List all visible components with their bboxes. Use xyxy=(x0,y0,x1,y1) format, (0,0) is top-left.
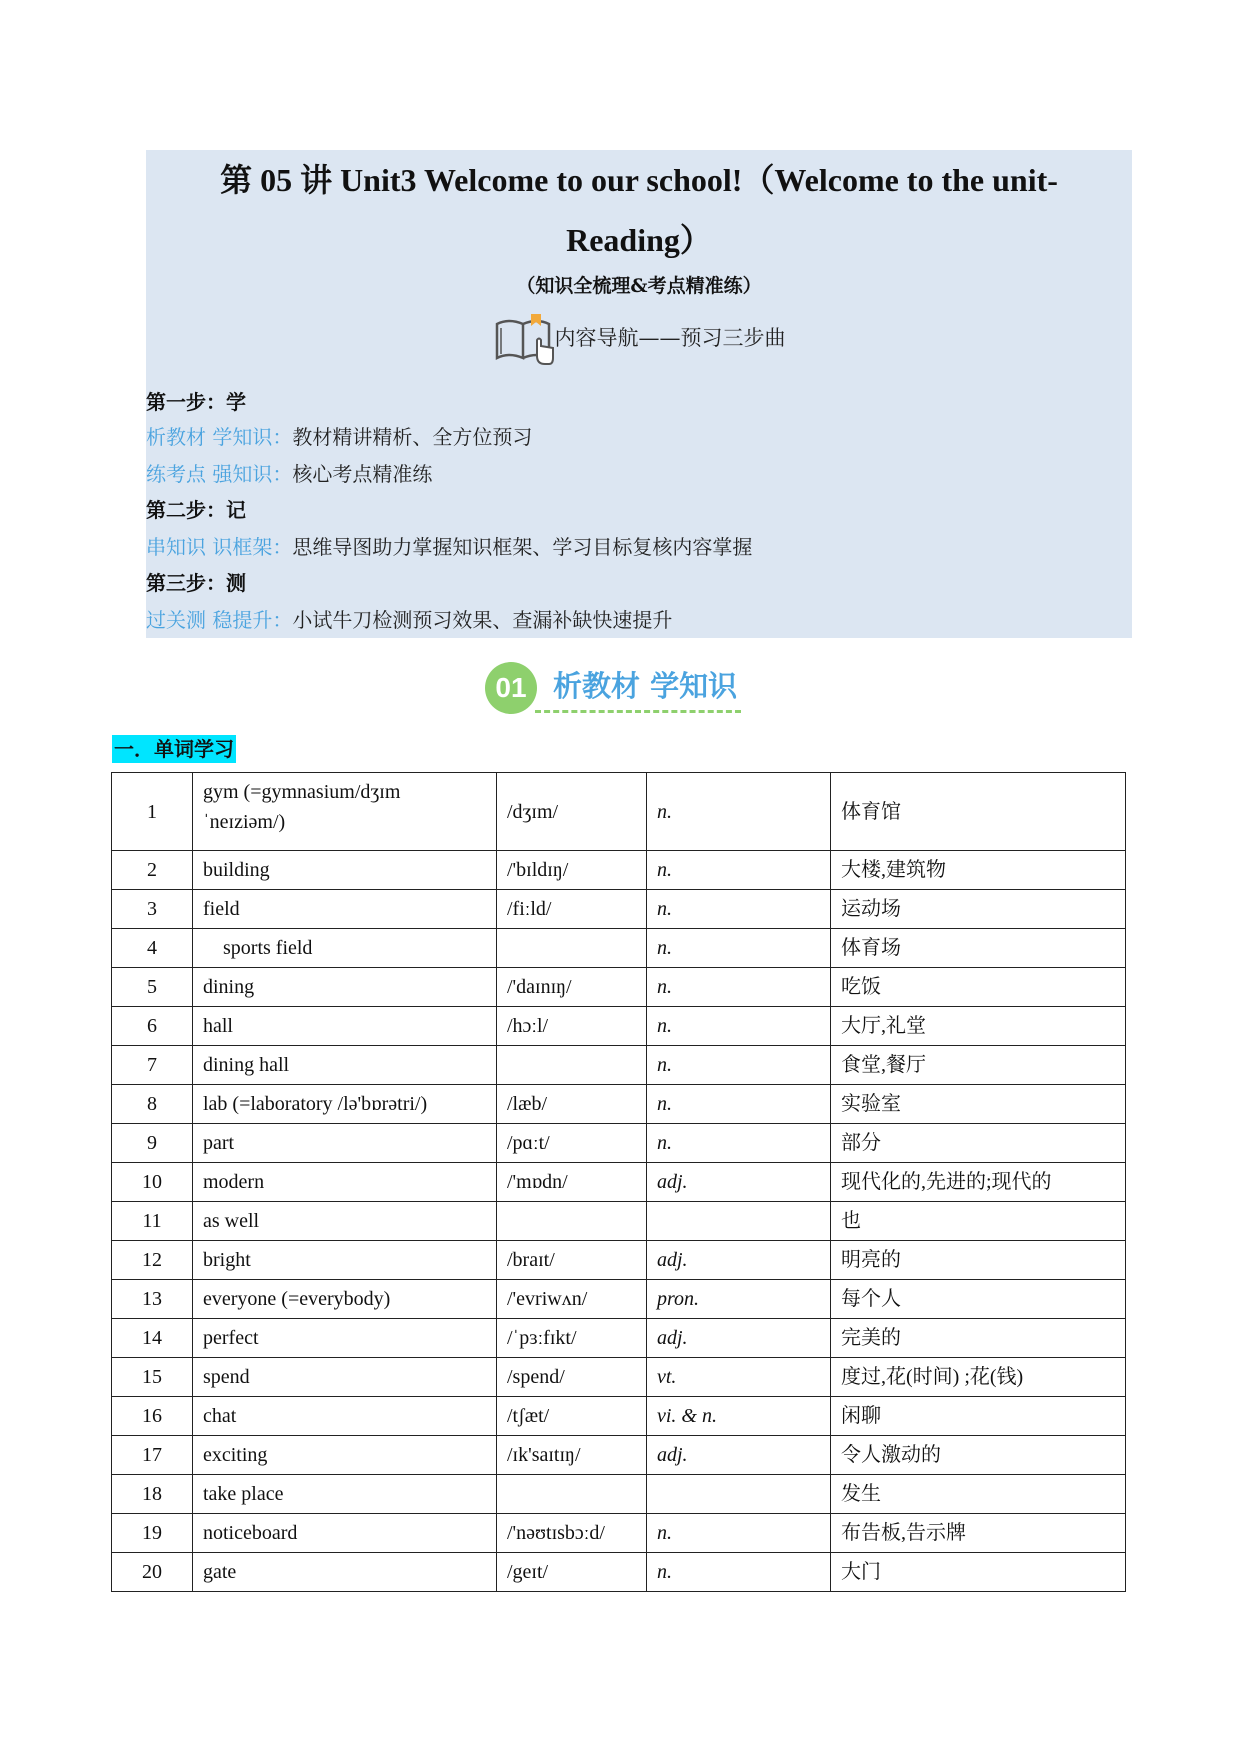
row-number: 18 xyxy=(112,1475,193,1514)
word-text: spend xyxy=(203,1366,250,1388)
word-text: sports field xyxy=(223,937,313,959)
meaning-cell: 发生 xyxy=(831,1475,1126,1514)
part-of-speech-cell: adj. xyxy=(647,1163,831,1202)
meaning-cell: 实验室 xyxy=(831,1085,1126,1124)
meaning-cell: 闲聊 xyxy=(831,1397,1126,1436)
phonetic-cell: /'daɪnɪŋ/ xyxy=(497,968,647,1007)
meaning-cell: 每个人 xyxy=(831,1280,1126,1319)
row-number: 20 xyxy=(112,1553,193,1592)
step-heading: 第二步：记 xyxy=(146,498,246,522)
table-row xyxy=(112,1514,1126,1553)
part-of-speech-cell: adj. xyxy=(647,1241,831,1280)
phonetic-cell: /hɔːl/ xyxy=(497,1007,647,1046)
word-text: modern xyxy=(203,1171,265,1193)
word-text: perfect xyxy=(203,1327,259,1349)
part-of-speech-cell: n. xyxy=(647,1046,831,1085)
word-cell xyxy=(193,1397,497,1436)
open-book-icon xyxy=(493,310,555,366)
subtitle: （知识全梳理&考点精准练） xyxy=(516,275,762,297)
table-row xyxy=(112,1397,1126,1436)
phonetic-cell: /geɪt/ xyxy=(497,1553,647,1592)
word-text: exciting xyxy=(203,1444,268,1466)
table-row xyxy=(112,1553,1126,1592)
table-row xyxy=(112,1241,1126,1280)
row-number: 3 xyxy=(112,890,193,929)
row-number: 12 xyxy=(112,1241,193,1280)
phonetic-cell: /spend/ xyxy=(497,1358,647,1397)
word-text: as well xyxy=(203,1210,260,1232)
part-of-speech-cell xyxy=(647,1475,831,1514)
part-of-speech-cell xyxy=(647,1202,831,1241)
step-item-key: 练考点 强知识： xyxy=(146,462,293,486)
meaning-cell: 食堂,餐厅 xyxy=(831,1046,1126,1085)
phonetic-cell: /ɪk'saɪtɪŋ/ xyxy=(497,1436,647,1475)
word-cell xyxy=(193,1007,497,1046)
word-text: gate xyxy=(203,1561,237,1583)
table-row xyxy=(112,1085,1126,1124)
word-cell xyxy=(193,1553,497,1592)
row-number: 10 xyxy=(112,1163,193,1202)
part-of-speech-cell: n. xyxy=(647,773,831,851)
word-cell xyxy=(193,1241,497,1280)
word-cell xyxy=(193,1319,497,1358)
content-nav xyxy=(146,310,1132,366)
table-row xyxy=(112,1436,1126,1475)
part-of-speech-cell: pron. xyxy=(647,1280,831,1319)
row-number: 5 xyxy=(112,968,193,1007)
section-banner xyxy=(485,658,765,718)
word-line-2: ˈneɪziəm/) xyxy=(203,811,286,833)
part-of-speech-cell: n. xyxy=(647,1124,831,1163)
word-cell xyxy=(193,890,497,929)
meaning-cell: 部分 xyxy=(831,1124,1126,1163)
row-number: 8 xyxy=(112,1085,193,1124)
meaning-cell: 度过,花(时间) ;花(钱) xyxy=(831,1358,1126,1397)
word-text: chat xyxy=(203,1405,237,1427)
word-text: everyone (=everybody) xyxy=(203,1288,391,1310)
step-item-key: 过关测 稳提升： xyxy=(146,608,293,632)
table-row xyxy=(112,1163,1126,1202)
row-number: 15 xyxy=(112,1358,193,1397)
part-of-speech-cell: n. xyxy=(647,890,831,929)
word-cell xyxy=(193,968,497,1007)
phonetic-cell: /braɪt/ xyxy=(497,1241,647,1280)
word-text: building xyxy=(203,859,270,881)
phonetic-cell: /'bɪldɪŋ/ xyxy=(497,851,647,890)
word-text: lab (=laboratory /lə'bɒrətri/) xyxy=(203,1093,428,1115)
meaning-cell: 吃饭 xyxy=(831,968,1126,1007)
meaning-cell: 完美的 xyxy=(831,1319,1126,1358)
word-cell xyxy=(193,851,497,890)
table-row xyxy=(112,851,1126,890)
table-row xyxy=(112,968,1126,1007)
phonetic-cell: /ˈpɜːfɪkt/ xyxy=(497,1319,647,1358)
row-number: 13 xyxy=(112,1280,193,1319)
word-cell xyxy=(193,1202,497,1241)
section-heading: 一．单词学习 xyxy=(114,737,234,761)
step-heading: 第三步：测 xyxy=(146,571,246,595)
meaning-cell: 大门 xyxy=(831,1553,1126,1592)
step-item-desc: 教材精讲精析、全方位预习 xyxy=(292,425,533,449)
meaning-cell: 大楼,建筑物 xyxy=(831,851,1126,890)
word-cell xyxy=(193,1124,497,1163)
phonetic-cell: /'nəʊtɪsbɔːd/ xyxy=(497,1514,647,1553)
word-line-1: gym (=gymnasium/dʒɪm xyxy=(203,781,401,803)
meaning-cell: 体育馆 xyxy=(831,773,1126,851)
word-text: noticeboard xyxy=(203,1522,298,1544)
step-item xyxy=(146,603,672,637)
meaning-cell: 大厅,礼堂 xyxy=(831,1007,1126,1046)
table-row xyxy=(112,1046,1126,1085)
part-of-speech-cell: adj. xyxy=(647,1319,831,1358)
step-item-key: 析教材 学知识： xyxy=(146,425,293,449)
row-number: 16 xyxy=(112,1397,193,1436)
word-cell xyxy=(193,929,497,968)
step-item-desc: 思维导图助力掌握知识框架、学习目标复核内容掌握 xyxy=(292,535,753,559)
meaning-cell: 体育场 xyxy=(831,929,1126,968)
word-cell xyxy=(193,1046,497,1085)
table-row xyxy=(112,1202,1126,1241)
phonetic-cell: /pɑːt/ xyxy=(497,1124,647,1163)
row-number: 14 xyxy=(112,1319,193,1358)
table-row xyxy=(112,890,1126,929)
word-text: field xyxy=(203,898,240,920)
nav-text: 内容导航——预习三步曲 xyxy=(554,326,786,350)
part-of-speech-cell: n. xyxy=(647,929,831,968)
meaning-cell: 运动场 xyxy=(831,890,1126,929)
title-line-2: Reading） xyxy=(566,222,712,258)
table-row xyxy=(112,1007,1126,1046)
meaning-cell: 现代化的,先进的;现代的 xyxy=(831,1163,1126,1202)
meaning-cell: 明亮的 xyxy=(831,1241,1126,1280)
phonetic-cell xyxy=(497,1202,647,1241)
word-text: hall xyxy=(203,1015,233,1037)
word-cell xyxy=(193,1280,497,1319)
title-line-1: 第 05 讲 Unit3 Welcome to our school!（Welcome to the unit- xyxy=(220,162,1058,198)
step-item-key: 串知识 识框架： xyxy=(146,535,293,559)
row-number: 19 xyxy=(112,1514,193,1553)
meaning-cell: 也 xyxy=(831,1202,1126,1241)
phonetic-cell xyxy=(497,929,647,968)
phonetic-cell xyxy=(497,1475,647,1514)
row-number: 9 xyxy=(112,1124,193,1163)
part-of-speech-cell: n. xyxy=(647,1007,831,1046)
banner-title: 析教材 学知识 xyxy=(553,669,738,703)
banner-number: 01 xyxy=(485,662,537,714)
word-cell xyxy=(193,1514,497,1553)
word-text: dining xyxy=(203,976,255,998)
row-number: 4 xyxy=(112,929,193,968)
step-item xyxy=(146,457,432,491)
step-item-desc: 小试牛刀检测预习效果、查漏补缺快速提升 xyxy=(292,608,673,632)
phonetic-cell: /'mɒdn/ xyxy=(497,1163,647,1202)
part-of-speech-cell: n. xyxy=(647,851,831,890)
row-number: 7 xyxy=(112,1046,193,1085)
step-item-desc: 核心考点精准练 xyxy=(292,462,433,486)
part-of-speech-cell: n. xyxy=(647,1514,831,1553)
part-of-speech-cell: adj. xyxy=(647,1436,831,1475)
vocab-table xyxy=(111,772,1126,1592)
word-text: part xyxy=(203,1132,235,1154)
phonetic-cell: /læb/ xyxy=(497,1085,647,1124)
phonetic-cell: /fiːld/ xyxy=(497,890,647,929)
table-row xyxy=(112,1319,1126,1358)
word-text: bright xyxy=(203,1249,251,1271)
row-number: 1 xyxy=(112,773,193,851)
part-of-speech-cell: n. xyxy=(647,1085,831,1124)
word-cell xyxy=(193,1163,497,1202)
step-heading: 第一步：学 xyxy=(146,390,246,414)
row-number: 11 xyxy=(112,1202,193,1241)
meaning-cell: 令人激动的 xyxy=(831,1436,1126,1475)
part-of-speech-cell: n. xyxy=(647,968,831,1007)
table-row xyxy=(112,1124,1126,1163)
step-item xyxy=(146,420,532,454)
phonetic-cell xyxy=(497,1046,647,1085)
word-cell xyxy=(193,1085,497,1124)
part-of-speech-cell: vi. & n. xyxy=(647,1397,831,1436)
table-row xyxy=(112,1475,1126,1514)
table-row xyxy=(112,773,1126,851)
word-text: dining hall xyxy=(203,1054,290,1076)
row-number: 6 xyxy=(112,1007,193,1046)
word-cell xyxy=(193,1436,497,1475)
word-text: take place xyxy=(203,1483,284,1505)
table-row xyxy=(112,1358,1126,1397)
step-item xyxy=(146,530,752,564)
row-number: 17 xyxy=(112,1436,193,1475)
table-row xyxy=(112,1280,1126,1319)
table-row xyxy=(112,929,1126,968)
part-of-speech-cell: n. xyxy=(647,1553,831,1592)
phonetic-cell: /dʒɪm/ xyxy=(497,773,647,851)
part-of-speech-cell: vt. xyxy=(647,1358,831,1397)
word-cell xyxy=(193,1475,497,1514)
word-cell xyxy=(193,1358,497,1397)
row-number: 2 xyxy=(112,851,193,890)
phonetic-cell: /tʃæt/ xyxy=(497,1397,647,1436)
phonetic-cell: /'evriwʌn/ xyxy=(497,1280,647,1319)
banner-underline xyxy=(535,710,741,713)
word-cell xyxy=(193,773,497,851)
page-title xyxy=(146,150,1132,270)
meaning-cell: 布告板,告示牌 xyxy=(831,1514,1126,1553)
